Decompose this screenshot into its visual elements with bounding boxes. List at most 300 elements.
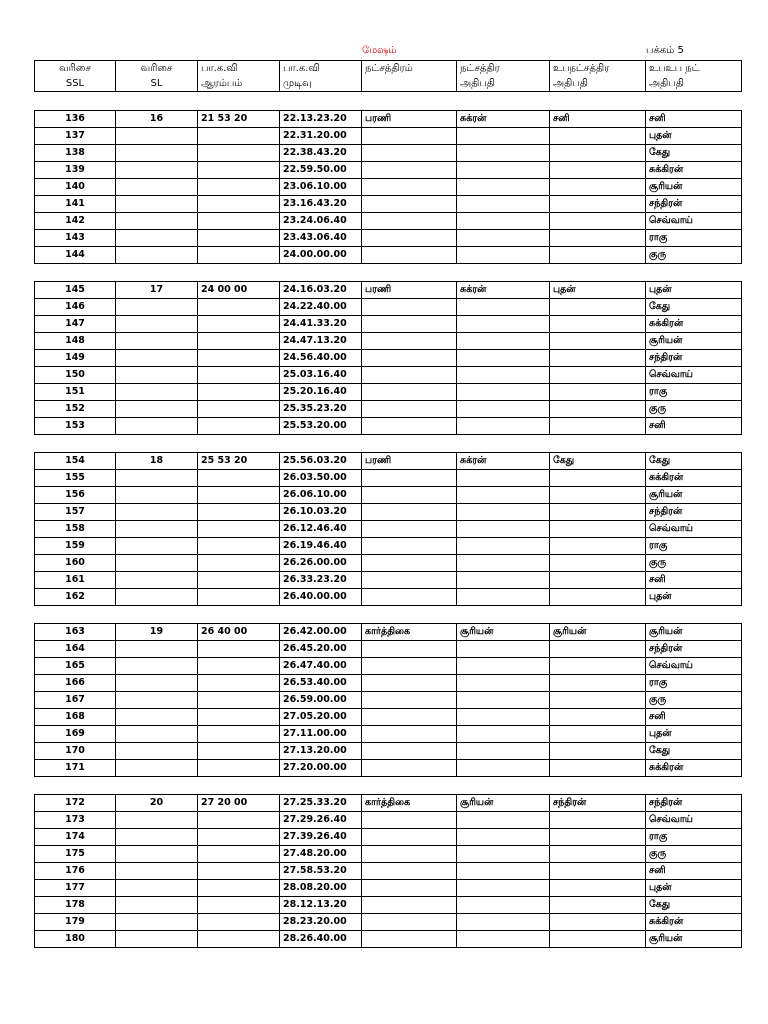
cell-star-lord (457, 521, 550, 538)
cell-star-lord (457, 572, 550, 589)
cell-ssl: 167 (35, 692, 116, 709)
table-row (35, 282, 742, 299)
table-row (35, 162, 742, 179)
cell-star (362, 316, 457, 333)
cell-sl (116, 709, 198, 726)
cell-end: 26.47.40.00 (280, 658, 362, 675)
cell-sl (116, 247, 198, 264)
cell-end: 28.26.40.00 (280, 931, 362, 948)
table-row (35, 128, 742, 145)
cell-sl (116, 863, 198, 880)
cell-star-lord (457, 760, 550, 777)
cell-end: 28.08.20.00 (280, 880, 362, 897)
cell-star (362, 743, 457, 760)
cell-start (198, 931, 280, 948)
cell-end: 27.11.00.00 (280, 726, 362, 743)
cell-subsub-lord: ராகு (646, 538, 742, 555)
cell-end: 24.22.40.00 (280, 299, 362, 316)
cell-subsub-lord: சனி (646, 418, 742, 435)
cell-star-lord (457, 931, 550, 948)
cell-ssl: 143 (35, 230, 116, 247)
cell-star-lord: சுக்ரன் (457, 282, 550, 299)
cell-sl (116, 179, 198, 196)
cell-star-lord (457, 812, 550, 829)
table-row (35, 897, 742, 914)
cell-sl (116, 658, 198, 675)
cell-star-lord (457, 863, 550, 880)
cell-sl (116, 213, 198, 230)
cell-sub-lord (550, 709, 646, 726)
cell-sub-lord (550, 555, 646, 572)
cell-star-lord: சுக்ரன் (457, 453, 550, 470)
cell-sub-lord (550, 863, 646, 880)
cell-sl (116, 299, 198, 316)
cell-start (198, 880, 280, 897)
cell-start (198, 367, 280, 384)
cell-sl (116, 128, 198, 145)
cell-subsub-lord: சுக்கிரன் (646, 760, 742, 777)
cell-start (198, 743, 280, 760)
cell-ssl: 172 (35, 795, 116, 812)
cell-sub-lord (550, 418, 646, 435)
cell-star-lord (457, 196, 550, 213)
table-row (35, 196, 742, 213)
cell-ssl: 170 (35, 743, 116, 760)
cell-start: 25 53 20 (198, 453, 280, 470)
cell-star (362, 897, 457, 914)
cell-sub-lord (550, 316, 646, 333)
cell-star-lord (457, 589, 550, 606)
cell-start (198, 350, 280, 367)
cell-start (198, 726, 280, 743)
cell-sub-lord (550, 367, 646, 384)
cell-star (362, 401, 457, 418)
header-ssl-line2: SSL (35, 76, 116, 92)
header-subsub-lord-line2: அதிபதி (646, 76, 742, 92)
cell-sub-lord (550, 641, 646, 658)
nakshatra-group-table (34, 281, 742, 435)
cell-start (198, 196, 280, 213)
header-subsub-lord-line1: உபஉப நட் (646, 61, 742, 77)
cell-star-lord (457, 897, 550, 914)
header-ssl-line1: வரிசை (35, 61, 116, 77)
cell-start (198, 675, 280, 692)
cell-sub-lord: புதன் (550, 282, 646, 299)
cell-start: 27 20 00 (198, 795, 280, 812)
cell-subsub-lord: சந்திரன் (646, 350, 742, 367)
cell-sl (116, 743, 198, 760)
cell-end: 26.40.00.00 (280, 589, 362, 606)
header-end-line1: பா.க.வி (280, 61, 362, 77)
nakshatra-group-table (34, 110, 742, 264)
cell-start (198, 572, 280, 589)
cell-star (362, 641, 457, 658)
cell-start (198, 641, 280, 658)
cell-star (362, 162, 457, 179)
cell-ssl: 156 (35, 487, 116, 504)
cell-star-lord: சூரியன் (457, 795, 550, 812)
cell-sub-lord (550, 760, 646, 777)
cell-sub-lord: கேது (550, 453, 646, 470)
cell-ssl: 161 (35, 572, 116, 589)
cell-star (362, 196, 457, 213)
cell-star-lord (457, 367, 550, 384)
cell-sub-lord (550, 846, 646, 863)
cell-subsub-lord: கேது (646, 897, 742, 914)
cell-subsub-lord: ராகு (646, 675, 742, 692)
cell-sub-lord (550, 692, 646, 709)
cell-sl (116, 914, 198, 931)
cell-sub-lord (550, 504, 646, 521)
table-row (35, 795, 742, 812)
cell-start (198, 897, 280, 914)
table-row (35, 453, 742, 470)
cell-sl: 18 (116, 453, 198, 470)
cell-end: 22.38.43.20 (280, 145, 362, 162)
header-start-line2: ஆரம்பம் (198, 76, 280, 92)
cell-end: 28.23.20.00 (280, 914, 362, 931)
cell-end: 26.45.20.00 (280, 641, 362, 658)
cell-subsub-lord: புதன் (646, 880, 742, 897)
cell-end: 22.59.50.00 (280, 162, 362, 179)
cell-subsub-lord: சூரியன் (646, 487, 742, 504)
cell-start (198, 555, 280, 572)
header-sub-lord-line1: உபநட்சத்திர (550, 61, 646, 77)
cell-end: 27.48.20.00 (280, 846, 362, 863)
header-sub-lord-line2: அதிபதி (550, 76, 646, 92)
table-row (35, 538, 742, 555)
cell-star (362, 418, 457, 435)
cell-sub-lord (550, 589, 646, 606)
cell-star (362, 128, 457, 145)
cell-end: 24.41.33.20 (280, 316, 362, 333)
table-row (35, 829, 742, 846)
cell-sl (116, 470, 198, 487)
cell-star (362, 213, 457, 230)
cell-star (362, 230, 457, 247)
cell-sub-lord (550, 128, 646, 145)
table-row (35, 504, 742, 521)
cell-subsub-lord: சூரியன் (646, 179, 742, 196)
cell-star-lord (457, 743, 550, 760)
cell-star-lord (457, 230, 550, 247)
table-row (35, 111, 742, 128)
cell-star (362, 931, 457, 948)
cell-subsub-lord: சனி (646, 709, 742, 726)
cell-star (362, 863, 457, 880)
cell-sl (116, 726, 198, 743)
cell-ssl: 158 (35, 521, 116, 538)
cell-end: 22.31.20.00 (280, 128, 362, 145)
cell-sl (116, 555, 198, 572)
cell-sl (116, 641, 198, 658)
cell-start (198, 538, 280, 555)
cell-sl: 16 (116, 111, 198, 128)
cell-start (198, 128, 280, 145)
table-row (35, 658, 742, 675)
cell-star (362, 145, 457, 162)
cell-star (362, 350, 457, 367)
cell-sub-lord (550, 299, 646, 316)
cell-end: 25.20.16.40 (280, 384, 362, 401)
cell-ssl: 168 (35, 709, 116, 726)
cell-star: கார்த்திகை (362, 624, 457, 641)
cell-sub-lord (550, 333, 646, 350)
cell-subsub-lord: சந்திரன் (646, 795, 742, 812)
cell-subsub-lord: சூரியன் (646, 931, 742, 948)
cell-end: 27.05.20.00 (280, 709, 362, 726)
table-row (35, 213, 742, 230)
cell-subsub-lord: செவ்வாய் (646, 367, 742, 384)
cell-sub-lord (550, 658, 646, 675)
table-row (35, 367, 742, 384)
cell-sub-lord (550, 914, 646, 931)
cell-star (362, 812, 457, 829)
cell-subsub-lord: கேது (646, 743, 742, 760)
cell-star (362, 555, 457, 572)
cell-sl: 17 (116, 282, 198, 299)
cell-ssl: 169 (35, 726, 116, 743)
table-row (35, 401, 742, 418)
cell-ssl: 180 (35, 931, 116, 948)
cell-sl (116, 897, 198, 914)
header-row-2 (35, 76, 742, 92)
cell-subsub-lord: ராகு (646, 829, 742, 846)
cell-sl (116, 760, 198, 777)
cell-sl (116, 401, 198, 418)
cell-subsub-lord: சூரியன் (646, 333, 742, 350)
cell-star (362, 914, 457, 931)
cell-sl (116, 418, 198, 435)
cell-ssl: 136 (35, 111, 116, 128)
cell-sub-lord (550, 931, 646, 948)
cell-end: 26.33.23.20 (280, 572, 362, 589)
cell-star (362, 487, 457, 504)
cell-end: 25.35.23.20 (280, 401, 362, 418)
table-row (35, 812, 742, 829)
cell-sl (116, 384, 198, 401)
cell-start (198, 162, 280, 179)
cell-ssl: 159 (35, 538, 116, 555)
cell-subsub-lord: புதன் (646, 128, 742, 145)
header-star-lord-line2: அதிபதி (457, 76, 550, 92)
cell-subsub-lord: ராகு (646, 230, 742, 247)
cell-star-lord (457, 555, 550, 572)
table-row (35, 555, 742, 572)
cell-subsub-lord: சனி (646, 863, 742, 880)
cell-sl (116, 521, 198, 538)
cell-ssl: 176 (35, 863, 116, 880)
cell-ssl: 162 (35, 589, 116, 606)
cell-subsub-lord: புதன் (646, 589, 742, 606)
table-row (35, 743, 742, 760)
cell-sub-lord: சந்திரன் (550, 795, 646, 812)
cell-ssl: 154 (35, 453, 116, 470)
cell-start (198, 333, 280, 350)
cell-start (198, 213, 280, 230)
cell-sub-lord (550, 521, 646, 538)
table-row (35, 880, 742, 897)
cell-ssl: 157 (35, 504, 116, 521)
table-row (35, 572, 742, 589)
cell-sub-lord (550, 350, 646, 367)
cell-start (198, 230, 280, 247)
header-start-line1: பா.க.வி (198, 61, 280, 77)
table-row (35, 692, 742, 709)
cell-start (198, 384, 280, 401)
cell-star-lord (457, 350, 550, 367)
table-row (35, 316, 742, 333)
cell-sl (116, 487, 198, 504)
cell-star-lord: சுக்ரன் (457, 111, 550, 128)
cell-sub-lord (550, 829, 646, 846)
cell-start (198, 846, 280, 863)
cell-start (198, 521, 280, 538)
cell-star (362, 504, 457, 521)
cell-start (198, 487, 280, 504)
cell-end: 26.10.03.20 (280, 504, 362, 521)
cell-sub-lord (550, 179, 646, 196)
cell-ssl: 153 (35, 418, 116, 435)
nakshatra-group-table (34, 623, 742, 777)
cell-sl (116, 504, 198, 521)
cell-end: 23.16.43.20 (280, 196, 362, 213)
cell-sl (116, 333, 198, 350)
cell-subsub-lord: சூரியன் (646, 624, 742, 641)
table-row (35, 247, 742, 264)
table-row (35, 230, 742, 247)
cell-start (198, 914, 280, 931)
cell-star-lord (457, 538, 550, 555)
cell-ssl: 151 (35, 384, 116, 401)
cell-star-lord (457, 658, 550, 675)
cell-star (362, 880, 457, 897)
cell-sub-lord (550, 897, 646, 914)
page-number-label: பக்கம் 5 (646, 45, 684, 56)
cell-end: 24.56.40.00 (280, 350, 362, 367)
cell-subsub-lord: புதன் (646, 726, 742, 743)
cell-subsub-lord: செவ்வாய் (646, 521, 742, 538)
cell-end: 26.06.10.00 (280, 487, 362, 504)
cell-ssl: 165 (35, 658, 116, 675)
cell-star-lord (457, 247, 550, 264)
cell-ssl: 164 (35, 641, 116, 658)
table-row (35, 179, 742, 196)
cell-star (362, 709, 457, 726)
cell-star-lord (457, 401, 550, 418)
cell-start (198, 299, 280, 316)
cell-end: 26.26.00.00 (280, 555, 362, 572)
table-row (35, 521, 742, 538)
cell-start (198, 863, 280, 880)
cell-star-lord (457, 418, 550, 435)
cell-end: 26.42.00.00 (280, 624, 362, 641)
table-row (35, 675, 742, 692)
cell-subsub-lord: கேது (646, 145, 742, 162)
cell-star-lord (457, 829, 550, 846)
cell-end: 26.03.50.00 (280, 470, 362, 487)
cell-end: 27.39.26.40 (280, 829, 362, 846)
cell-subsub-lord: குரு (646, 401, 742, 418)
cell-star (362, 247, 457, 264)
cell-sl (116, 145, 198, 162)
cell-end: 23.24.06.40 (280, 213, 362, 230)
cell-sl (116, 230, 198, 247)
sheet-title: மேஷம் (362, 45, 397, 56)
cell-subsub-lord: சந்திரன் (646, 196, 742, 213)
cell-subsub-lord: சந்திரன் (646, 504, 742, 521)
cell-star (362, 692, 457, 709)
cell-end: 27.20.00.00 (280, 760, 362, 777)
cell-sl (116, 880, 198, 897)
cell-ssl: 155 (35, 470, 116, 487)
cell-subsub-lord: சுக்கிரன் (646, 914, 742, 931)
table-row (35, 709, 742, 726)
header-end-line2: முடிவு (280, 76, 362, 92)
cell-ssl: 141 (35, 196, 116, 213)
cell-star: பரணி (362, 111, 457, 128)
cell-star (362, 179, 457, 196)
cell-ssl: 142 (35, 213, 116, 230)
cell-start: 26 40 00 (198, 624, 280, 641)
cell-star-lord (457, 299, 550, 316)
cell-ssl: 178 (35, 897, 116, 914)
cell-start (198, 504, 280, 521)
cell-start (198, 401, 280, 418)
cell-ssl: 148 (35, 333, 116, 350)
cell-subsub-lord: சனி (646, 111, 742, 128)
cell-start (198, 247, 280, 264)
cell-star: பரணி (362, 453, 457, 470)
cell-ssl: 138 (35, 145, 116, 162)
cell-start (198, 145, 280, 162)
cell-subsub-lord: குரு (646, 692, 742, 709)
cell-ssl: 166 (35, 675, 116, 692)
cell-start (198, 418, 280, 435)
cell-start (198, 658, 280, 675)
cell-star (362, 538, 457, 555)
cell-end: 23.06.10.00 (280, 179, 362, 196)
cell-subsub-lord: கேது (646, 453, 742, 470)
cell-ssl: 163 (35, 624, 116, 641)
cell-sl (116, 538, 198, 555)
header-row-1 (35, 61, 742, 77)
cell-end: 26.53.40.00 (280, 675, 362, 692)
cell-sl (116, 589, 198, 606)
cell-end: 26.12.46.40 (280, 521, 362, 538)
cell-sub-lord: சனி (550, 111, 646, 128)
cell-ssl: 140 (35, 179, 116, 196)
cell-sl (116, 350, 198, 367)
table-row (35, 487, 742, 504)
cell-star: கார்த்திகை (362, 795, 457, 812)
cell-star (362, 675, 457, 692)
cell-sl (116, 846, 198, 863)
cell-sub-lord (550, 743, 646, 760)
cell-sl (116, 692, 198, 709)
cell-sl (116, 316, 198, 333)
header-sl-line2: SL (116, 76, 198, 92)
cell-star (362, 384, 457, 401)
cell-end: 25.53.20.00 (280, 418, 362, 435)
header-sl-line1: வரிசை (116, 61, 198, 77)
cell-end: 27.58.53.20 (280, 863, 362, 880)
header-star-line2 (362, 76, 457, 92)
cell-sub-lord (550, 726, 646, 743)
cell-star-lord (457, 914, 550, 931)
cell-star-lord (457, 316, 550, 333)
table-row (35, 863, 742, 880)
